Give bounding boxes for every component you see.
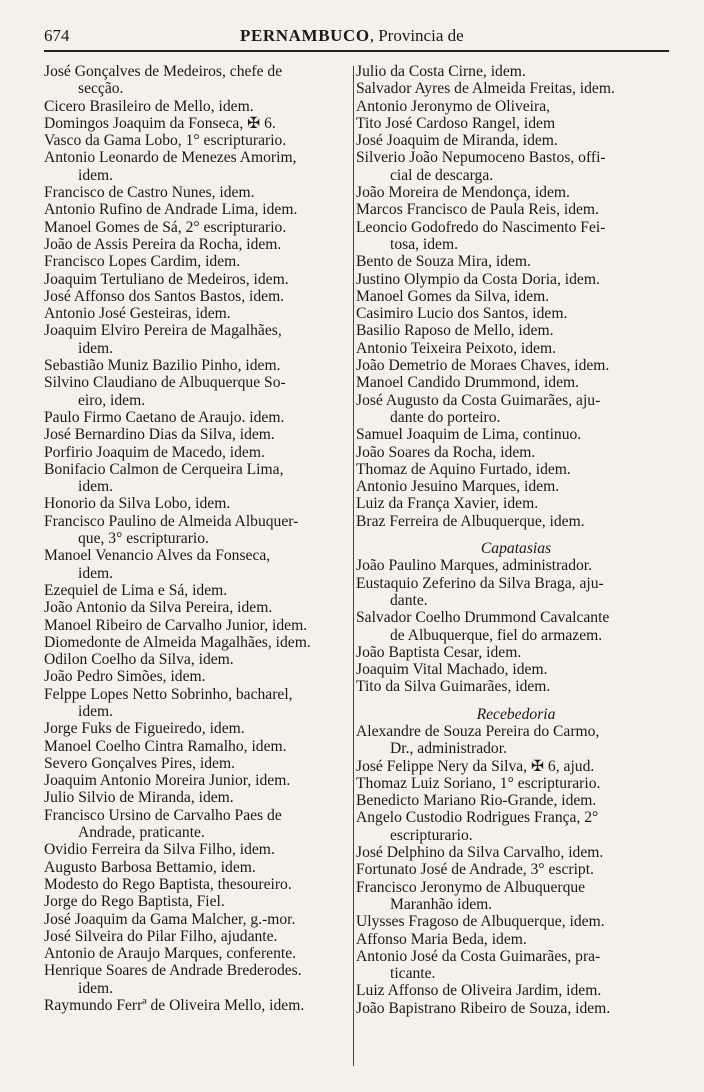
entry-text: Francisco Paulino de Almeida Albuquer-	[44, 512, 299, 530]
entry-continuation: dante do porteiro.	[390, 408, 501, 426]
entry-text: Jorge Fuks de Figueiredo, idem.	[44, 720, 245, 738]
entry-text: Thomaz de Aquino Furtado, idem.	[356, 460, 571, 478]
list-entry	[356, 644, 666, 661]
entry-text: Luiz da França Xavier, idem.	[356, 495, 539, 513]
list-entry	[356, 844, 666, 861]
list-entry	[44, 444, 352, 461]
list-entry	[44, 789, 352, 806]
list-entry	[356, 132, 666, 149]
entry-continuation: secção.	[78, 80, 124, 98]
entry-text: Tito da Silva Guimarães, idem.	[356, 678, 551, 696]
entry-continuation: ticante.	[390, 965, 436, 983]
list-entry	[44, 132, 352, 149]
entry-text: Bento de Souza Mira, idem.	[356, 253, 531, 271]
entry-text: João Paulino Marques, administrador.	[356, 557, 593, 575]
list-entry	[356, 879, 666, 914]
list-entry	[356, 758, 666, 775]
list-entry	[356, 322, 666, 339]
list-entry	[356, 184, 666, 201]
section-heading-capatasias: Capatasias	[480, 540, 552, 558]
list-entry	[356, 775, 666, 792]
entry-text: João Pedro Simões, idem.	[44, 668, 206, 686]
entry-text: Samuel Joaquim de Lima, continuo.	[356, 426, 582, 444]
entry-text: Domingos Joaquim da Fonseca, ✠ 6.	[44, 114, 276, 132]
entry-continuation: idem.	[78, 478, 114, 496]
list-entry	[356, 948, 666, 983]
list-entry	[356, 219, 666, 254]
list-entry	[356, 149, 666, 184]
entry-text: Salvador Ayres de Almeida Freitas, idem.	[356, 80, 615, 98]
entry-text: Diomedonte de Almeida Magalhães, idem.	[44, 633, 311, 651]
list-entry	[44, 911, 352, 928]
list-entry	[44, 599, 352, 616]
list-entry	[44, 755, 352, 772]
list-entry	[44, 219, 352, 236]
page-header	[40, 26, 665, 50]
entry-text: João Moreira de Mendonça, idem.	[356, 184, 570, 202]
list-entry	[44, 149, 352, 184]
list-entry	[44, 617, 352, 634]
list-entry	[356, 861, 666, 878]
entry-text: Ulysses Fragoso de Albuquerque, idem.	[356, 913, 605, 931]
entry-text: Manoel Coelho Cintra Ramalho, idem.	[44, 737, 287, 755]
list-entry	[44, 841, 352, 858]
entry-continuation: que, 3° escripturario.	[78, 530, 209, 548]
list-entry	[44, 582, 352, 599]
list-entry	[356, 609, 666, 644]
entry-text: José Delphino da Silva Carvalho, idem.	[356, 844, 604, 862]
list-entry	[356, 444, 666, 461]
entry-text: Felppe Lopes Netto Sobrinho, bacharel,	[44, 685, 293, 703]
entry-text: José Gonçalves de Medeiros, chefe de	[44, 63, 283, 80]
running-title	[240, 26, 464, 46]
list-entry	[356, 982, 666, 999]
entry-text: Antonio Jeronymo de Oliveira,	[356, 97, 551, 115]
entry-text: Odilon Coelho da Silva, idem.	[44, 651, 234, 669]
entry-text: Francisco de Castro Nunes, idem.	[44, 184, 255, 202]
entry-text: Fortunato José de Andrade, 3° escript.	[356, 861, 594, 879]
entry-text: Henrique Soares de Andrade Brederodes.	[44, 962, 302, 980]
entry-text: Alexandre de Souza Pereira do Carmo,	[356, 722, 600, 740]
capatasias-list	[356, 557, 666, 695]
list-entry	[356, 340, 666, 357]
list-entry	[356, 63, 666, 80]
entry-text: Manoel Venancio Alves da Fonseca,	[44, 547, 271, 565]
entry-text: Modesto do Rego Baptista, thesoureiro.	[44, 875, 292, 893]
entry-text: José Felippe Nery da Silva, ✠ 6, ajud.	[356, 757, 595, 775]
list-entry	[356, 392, 666, 427]
entry-text: José Joaquim da Gama Malcher, g.-mor.	[44, 910, 296, 928]
entry-text: Francisco Ursino de Carvalho Paes de	[44, 806, 282, 824]
list-entry	[44, 236, 352, 253]
entry-text: Manoel Candido Drummond, idem.	[356, 374, 580, 392]
entry-text: Julio da Costa Cirne, idem.	[356, 63, 526, 80]
list-entry	[44, 962, 352, 997]
recebedoria-list	[356, 723, 666, 1017]
list-entry	[356, 426, 666, 443]
page-number: 674	[44, 26, 70, 45]
entry-text: Angelo Custodio Rodrigues França, 2°	[356, 809, 599, 827]
list-entry	[356, 253, 666, 270]
entry-text: Antonio Jesuino Marques, idem.	[356, 478, 560, 496]
entry-text: Affonso Maria Beda, idem.	[356, 930, 527, 948]
list-entry	[356, 809, 666, 844]
entry-text: José Silveira do Pilar Filho, ajudante.	[44, 927, 278, 945]
entry-text: Benedicto Mariano Rio-Grande, idem.	[356, 792, 597, 810]
entry-text: Braz Ferreira de Albuquerque, idem.	[356, 512, 585, 530]
entry-text: Antonio José da Costa Guimarães, pra-	[356, 947, 601, 965]
list-entry	[356, 1000, 666, 1017]
entry-continuation: idem.	[78, 702, 114, 720]
entry-text: Justino Olympio da Costa Doria, idem.	[356, 270, 600, 288]
list-entry	[356, 271, 666, 288]
list-entry	[44, 513, 352, 548]
entry-text: João de Assis Pereira da Rocha, idem.	[44, 235, 282, 253]
list-entry	[44, 997, 352, 1014]
list-entry	[44, 686, 352, 721]
list-entry	[356, 288, 666, 305]
list-entry	[356, 575, 666, 610]
list-entry	[44, 945, 352, 962]
list-entry	[356, 495, 666, 512]
list-entry	[44, 322, 352, 357]
entry-text: Luiz Affonso de Oliveira Jardim, idem.	[356, 982, 602, 1000]
entry-continuation: idem.	[78, 979, 114, 997]
list-entry	[356, 931, 666, 948]
list-entry	[356, 357, 666, 374]
list-entry	[44, 547, 352, 582]
list-entry	[356, 374, 666, 391]
list-entry	[356, 678, 666, 695]
list-entry	[44, 305, 352, 322]
entry-text: Casimiro Lucio dos Santos, idem.	[356, 305, 568, 323]
entry-continuation: Dr., administrador.	[390, 740, 507, 758]
list-entry	[44, 426, 352, 443]
entry-continuation: escripturario.	[390, 826, 473, 844]
list-entry	[44, 461, 352, 496]
right-column-list	[356, 63, 666, 530]
entry-continuation: idem.	[78, 564, 114, 582]
list-entry	[44, 271, 352, 288]
entry-text: Antonio Rufino de Andrade Lima, idem.	[44, 201, 298, 219]
entry-text: Francisco Jeronymo de Albuquerque	[356, 878, 586, 896]
entry-text: Severo Gonçalves Pires, idem.	[44, 754, 235, 772]
list-entry	[44, 201, 352, 218]
list-entry	[44, 288, 352, 305]
entry-text: João Soares da Rocha, idem.	[356, 443, 536, 461]
entry-text: Antonio José Gesteiras, idem.	[44, 305, 231, 323]
entry-text: Ezequiel de Lima e Sá, idem.	[44, 581, 228, 599]
entry-text: Thomaz Luiz Soriano, 1° escripturario.	[356, 774, 601, 792]
list-entry	[356, 723, 666, 758]
spacer	[356, 696, 666, 706]
entry-text: Porfirio Joaquim de Macedo, idem.	[44, 443, 265, 461]
entry-text: Antonio Leonardo de Menezes Amorim,	[44, 149, 297, 167]
list-entry	[44, 98, 352, 115]
entry-text: Antonio Teixeira Peixoto, idem.	[356, 339, 557, 357]
entry-text: Manoel Ribeiro de Carvalho Junior, idem.	[44, 616, 308, 634]
list-entry	[44, 409, 352, 426]
list-entry	[44, 738, 352, 755]
entry-continuation: tosa, idem.	[390, 235, 458, 253]
entry-text: Sebastião Muniz Bazilio Pinho, idem.	[44, 357, 281, 375]
entry-text: Salvador Coelho Drummond Cavalcante	[356, 609, 610, 627]
entry-text: Silvino Claudiano de Albuquerque So-	[44, 374, 286, 392]
entry-text: João Bapistrano Ribeiro de Souza, idem.	[356, 999, 611, 1017]
entry-text: Basilio Raposo de Mello, idem.	[356, 322, 554, 340]
section-heading-recebedoria: Recebedoria	[476, 705, 556, 723]
entry-text: João Antonio da Silva Pereira, idem.	[44, 599, 273, 617]
list-entry	[356, 557, 666, 574]
list-entry	[356, 461, 666, 478]
list-entry	[356, 513, 666, 530]
list-entry	[44, 253, 352, 270]
list-entry	[44, 928, 352, 945]
list-entry	[44, 807, 352, 842]
entry-continuation: Andrade, praticante.	[78, 824, 205, 842]
left-column	[44, 63, 352, 1014]
list-entry	[356, 305, 666, 322]
entry-text: José Bernardino Dias da Silva, idem.	[44, 426, 275, 444]
list-entry	[44, 668, 352, 685]
province-subtitle: , Provincia de	[369, 26, 464, 45]
entry-continuation: dante.	[390, 591, 428, 609]
list-entry	[44, 115, 352, 132]
entry-text: Bonifacio Calmon de Cerqueira Lima,	[44, 460, 284, 478]
entry-text: Joaquim Antonio Moreira Junior, idem.	[44, 772, 291, 790]
entry-continuation: Maranhão idem.	[390, 895, 493, 913]
list-entry	[356, 80, 666, 97]
right-column	[356, 63, 666, 1017]
entry-text: Manoel Gomes da Silva, idem.	[356, 287, 550, 305]
entry-text: Francisco Lopes Cardim, idem.	[44, 253, 241, 271]
entry-text: Joaquim Vital Machado, idem.	[356, 661, 548, 679]
entry-text: José Augusto da Costa Guimarães, aju-	[356, 391, 601, 409]
entry-continuation: idem.	[78, 166, 114, 184]
province-title: PERNAMBUCO	[240, 26, 370, 45]
entry-text: Antonio de Araujo Marques, conferente.	[44, 945, 297, 963]
entry-text: Augusto Barbosa Bettamio, idem.	[44, 858, 256, 876]
entry-text: Honorio da Silva Lobo, idem.	[44, 495, 231, 513]
list-entry	[356, 115, 666, 132]
entry-continuation: cial de descarga.	[390, 166, 494, 184]
list-entry	[44, 876, 352, 893]
list-entry	[44, 859, 352, 876]
entry-continuation: eiro, idem.	[78, 391, 146, 409]
list-entry	[44, 720, 352, 737]
entry-text: José Joaquim de Miranda, idem.	[356, 132, 558, 150]
spacer	[356, 530, 666, 540]
entry-text: Marcos Francisco de Paula Reis, idem.	[356, 201, 599, 219]
list-entry	[44, 357, 352, 374]
entry-text: José Affonso dos Santos Bastos, idem.	[44, 287, 285, 305]
entry-text: Vasco da Gama Lobo, 1° escripturario.	[44, 132, 287, 150]
entry-text: Manoel Gomes de Sá, 2° escripturario.	[44, 218, 287, 236]
entry-text: Leoncio Godofredo do Nascimento Fei-	[356, 218, 606, 236]
entry-text: Julio Silvio de Miranda, idem.	[44, 789, 234, 807]
list-entry	[356, 478, 666, 495]
header-rule	[44, 50, 669, 52]
entry-text: Tito José Cardoso Rangel, idem	[356, 114, 556, 132]
list-entry	[44, 63, 352, 98]
list-entry	[44, 893, 352, 910]
entry-continuation: de Albuquerque, fiel do armazem.	[390, 626, 603, 644]
list-entry	[44, 634, 352, 651]
entry-text: Jorge do Rego Baptista, Fiel.	[44, 893, 225, 911]
entry-text: Paulo Firmo Caetano de Araujo. idem.	[44, 408, 285, 426]
list-entry	[44, 374, 352, 409]
entry-text: Joaquim Tertuliano de Medeiros, idem.	[44, 270, 289, 288]
entry-continuation: idem.	[78, 339, 114, 357]
entry-text: Joaquim Elviro Pereira de Magalhães,	[44, 322, 282, 340]
entry-text: Ovidio Ferreira da Silva Filho, idem.	[44, 841, 275, 859]
entry-text: Eustaquio Zeferino da Silva Braga, aju-	[356, 574, 604, 592]
list-entry	[356, 201, 666, 218]
entry-text: João Demetrio de Moraes Chaves, idem.	[356, 357, 610, 375]
entry-text: João Baptista Cesar, idem.	[356, 643, 522, 661]
column-divider	[353, 66, 354, 1066]
list-entry	[356, 913, 666, 930]
list-entry	[44, 495, 352, 512]
list-entry	[356, 98, 666, 115]
entry-text: Raymundo Ferrª de Oliveira Mello, idem.	[44, 997, 305, 1015]
list-entry	[356, 661, 666, 678]
list-entry	[356, 792, 666, 809]
list-entry	[44, 772, 352, 789]
list-entry	[44, 651, 352, 668]
entry-text: Silverio João Nepumoceno Bastos, offi-	[356, 149, 606, 167]
list-entry	[44, 184, 352, 201]
entry-text: Cicero Brasileiro de Mello, idem.	[44, 97, 254, 115]
